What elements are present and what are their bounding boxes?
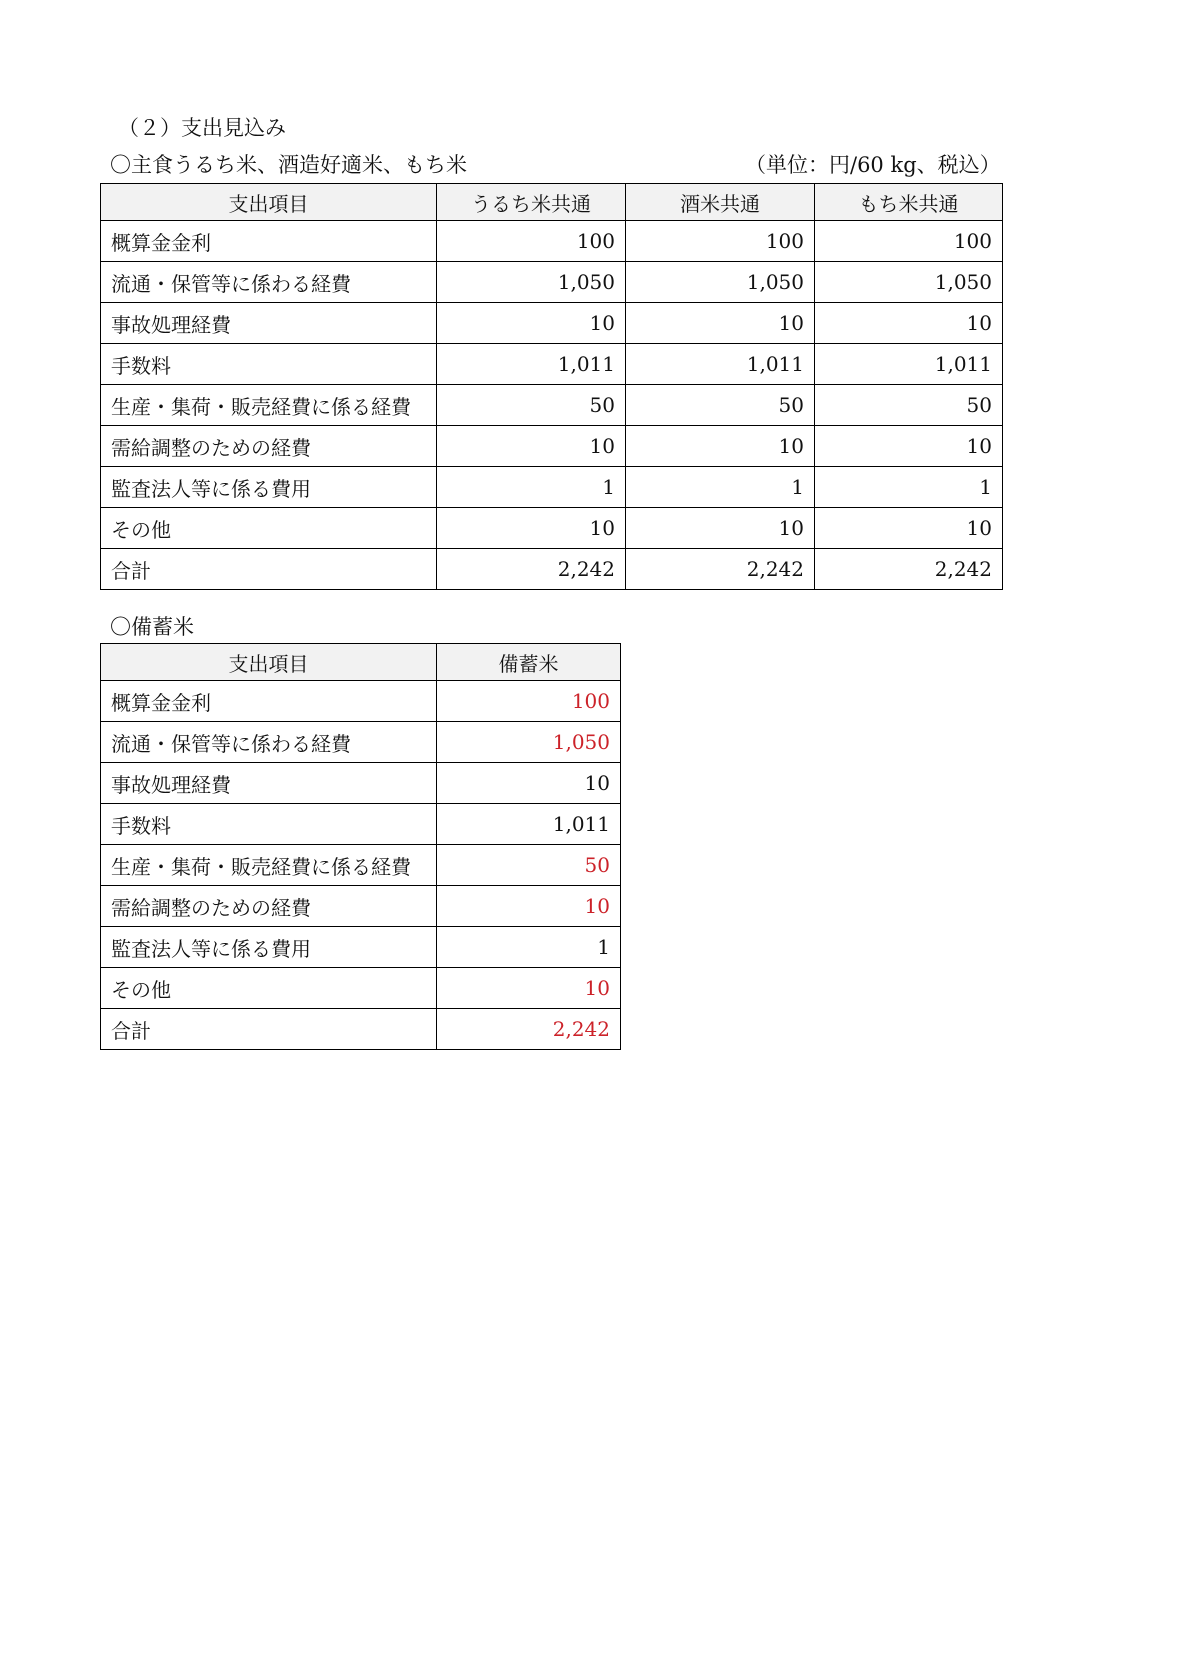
row-value-cell: 50 [437,845,621,886]
row-value-cell: 10 [626,303,815,344]
row-value-cell: 1 [437,467,626,508]
table-header-row [101,184,1003,221]
row-value-cell: 10 [437,886,621,927]
table-row [101,549,1003,590]
row-item-label: その他 [101,968,437,1009]
row-value-cell: 1,011 [626,344,815,385]
row-value-cell: 100 [626,221,815,262]
row-item-label: 流通・保管等に係わる経費 [101,722,437,763]
row-value-cell: 10 [437,426,626,467]
row-value-cell: 50 [815,385,1003,426]
row-item-label: 生産・集荷・販売経費に係る経費 [101,385,437,426]
column-header-mochi: もち米共通 [815,184,1003,221]
row-item-label: 監査法人等に係る費用 [101,927,437,968]
table1-caption: 〇主食うるち米、酒造好適米、もち米 [110,153,467,177]
table-row [101,804,621,845]
row-value-cell: 10 [815,426,1003,467]
table-row [101,886,621,927]
row-value-cell: 50 [626,385,815,426]
row-value-cell: 2,242 [815,549,1003,590]
row-value-cell: 10 [437,763,621,804]
row-value-cell: 2,242 [437,549,626,590]
row-item-label: 監査法人等に係る費用 [101,467,437,508]
row-item-label: その他 [101,508,437,549]
row-item-label: 生産・集荷・販売経費に係る経費 [101,845,437,886]
unit-note: （単位：円/60 kg、税込） [745,153,1001,177]
row-item-label: 概算金金利 [101,681,437,722]
table-row [101,344,1003,385]
row-value-cell: 1,050 [815,262,1003,303]
row-item-label: 需給調整のための経費 [101,886,437,927]
row-value-cell: 10 [626,508,815,549]
column-header-item: 支出項目 [101,184,437,221]
expense-table-reserve [100,643,621,1050]
table-row [101,927,621,968]
row-value-cell: 1,050 [437,262,626,303]
row-item-label: 流通・保管等に係わる経費 [101,262,437,303]
row-value-cell: 1,011 [815,344,1003,385]
row-value-cell: 100 [437,681,621,722]
row-value-cell: 10 [437,968,621,1009]
row-value-cell: 1,050 [437,722,621,763]
row-item-label: 概算金金利 [101,221,437,262]
expense-table-main [100,183,1003,590]
table-row [101,467,1003,508]
column-header-sakamai: 酒米共通 [626,184,815,221]
row-value-cell: 10 [437,303,626,344]
row-value-cell: 1,011 [437,344,626,385]
table-row [101,1009,621,1050]
table-row [101,385,1003,426]
row-item-label: 合計 [101,549,437,590]
table-row [101,968,621,1009]
table-row [101,262,1003,303]
row-value-cell: 50 [437,385,626,426]
row-value-cell: 100 [437,221,626,262]
row-item-label: 手数料 [101,804,437,845]
column-header-item: 支出項目 [101,644,437,681]
table-row [101,681,621,722]
table-row [101,722,621,763]
row-item-label: 事故処理経費 [101,763,437,804]
row-value-cell: 2,242 [437,1009,621,1050]
table2-caption: 〇備蓄米 [110,615,194,639]
row-value-cell: 1,011 [437,804,621,845]
row-value-cell: 100 [815,221,1003,262]
table-row [101,845,621,886]
row-item-label: 需給調整のための経費 [101,426,437,467]
table-row [101,763,621,804]
table-row [101,221,1003,262]
column-header-uruchi: うるち米共通 [437,184,626,221]
table-row [101,508,1003,549]
row-value-cell: 1 [815,467,1003,508]
row-value-cell: 10 [815,508,1003,549]
row-value-cell: 2,242 [626,549,815,590]
section-title: （２）支出見込み [118,116,286,140]
row-item-label: 合計 [101,1009,437,1050]
row-value-cell: 1 [437,927,621,968]
row-value-cell: 1,050 [626,262,815,303]
table-row [101,426,1003,467]
row-value-cell: 10 [815,303,1003,344]
row-item-label: 事故処理経費 [101,303,437,344]
row-value-cell: 1 [626,467,815,508]
row-value-cell: 10 [626,426,815,467]
table-header-row [101,644,621,681]
table-row [101,303,1003,344]
column-header-reserve: 備蓄米 [437,644,621,681]
row-item-label: 手数料 [101,344,437,385]
row-value-cell: 10 [437,508,626,549]
